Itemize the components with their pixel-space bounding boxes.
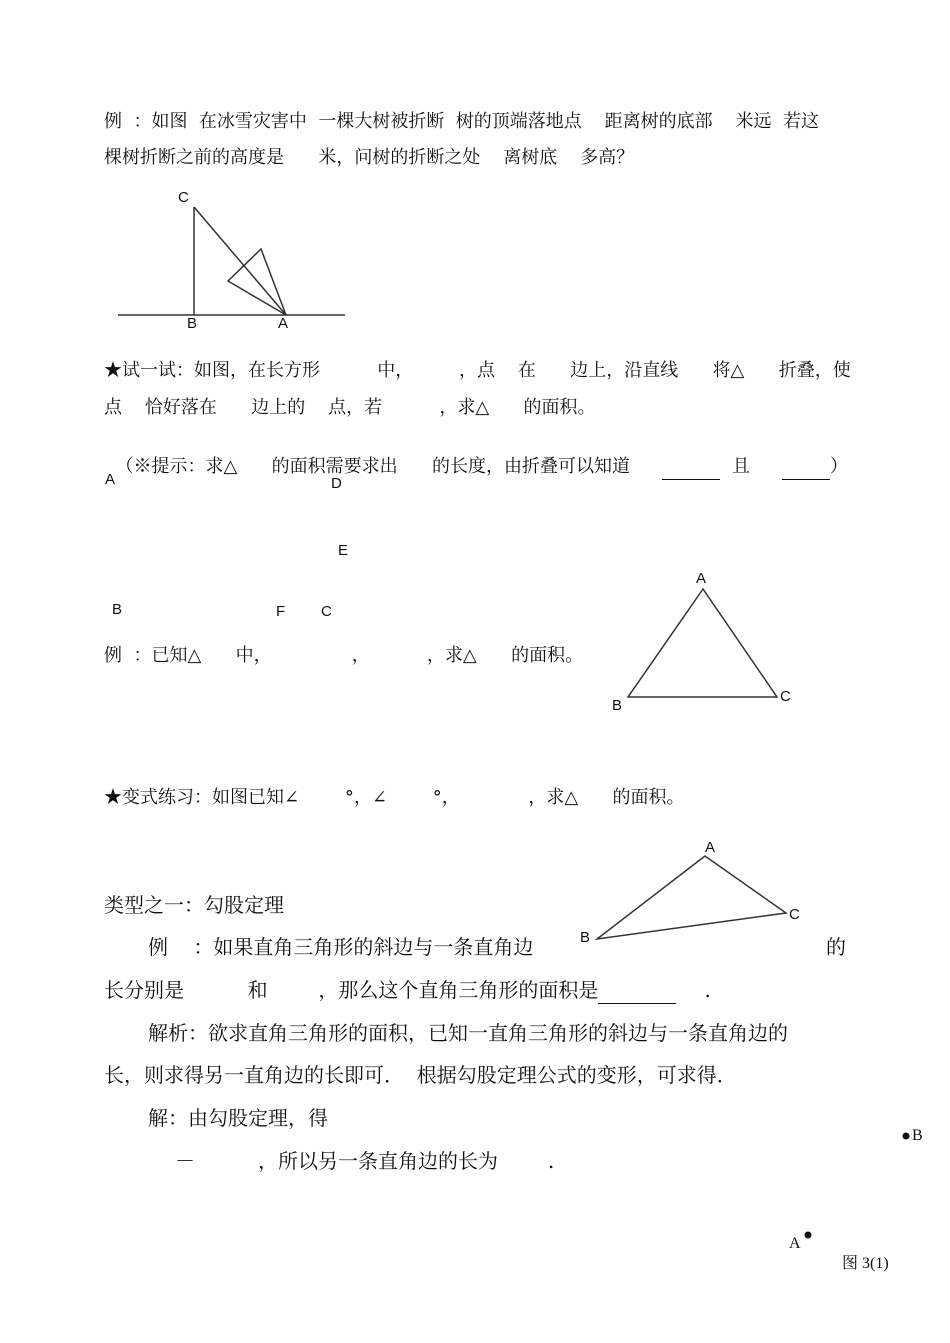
point-a-label: A [789,1235,801,1252]
try-it-line2: 点 恰好落在 边上的 点，若 ，求△ 的面积。 [104,397,596,418]
rect-label-c: C [321,603,332,620]
figure1-label-b: B [187,315,198,332]
rect-label-e: E [338,542,349,559]
example-line2-text: 长分别是 和 ，那么这个直角三角形的面积是 [104,978,599,1002]
triangle3-label-a: A [705,839,716,856]
figure1-label-a: A [278,315,289,332]
try-it-line1: ★试一试：如图，在长方形 中， ，点 在 边上，沿直线 将△ 折叠，使 [104,360,851,381]
example2-text: 例 ：已知△ 中， ， ，求△ 的面积。 [104,645,584,666]
solution-line2-end: . [548,1149,555,1173]
analysis-line1: 解析：欲求直角三角形的面积，已知一直角三角形的斜边与一条直角边的 [148,1021,788,1045]
example1-line1: 例 ：如图 在冰雪灾害中 一棵大树被折断 树的顶端落地点 距离树的底部 米远 若这 [104,111,819,132]
solution-line2: ，所以另一条直角边的长为 [258,1149,498,1173]
point-b-label: B [912,1127,923,1144]
solution-line1: 解：由勾股定理，得 [148,1106,328,1130]
triangle2-label-a: A [696,570,707,587]
rect-label-d: D [331,475,342,492]
type1-example-line1: 例 ：如果直角三角形的斜边与一条直角边 [148,935,534,959]
rect-label-f: F [276,603,286,620]
hint-close: ） [829,456,848,477]
triangle3-label-c: C [789,906,800,923]
type1-example-line1-end: 的 [826,935,846,959]
example-line2-end: . [704,978,711,1002]
example1-line2: 棵树折断之前的高度是 米，问树的折断之处 离树底 多高？ [104,147,635,168]
hint-and: 且 [731,456,750,477]
triangle2-label-b: B [612,697,623,714]
solution-dash: － [175,1149,195,1173]
figure1-label-c: C [178,189,189,206]
triangle2-label-c: C [780,688,791,705]
hint-prefix: （※提示：求△ 的面积需要求出 的长度，由折叠可以知道 [115,456,630,477]
figure-caption: 图 3(1) [842,1255,889,1272]
rect-label-b: B [112,601,123,618]
rect-label-a: A [105,471,116,488]
type1-heading: 类型之一：勾股定理 [104,893,284,917]
analysis-line2: 长，则求得另一直角边的长即可． 根据勾股定理公式的变形，可求得． [104,1063,737,1087]
triangle3-label-b: B [580,929,591,946]
variant-text: ★变式练习：如图已知∠ °，∠ °， ，求△ 的面积。 [104,787,685,808]
